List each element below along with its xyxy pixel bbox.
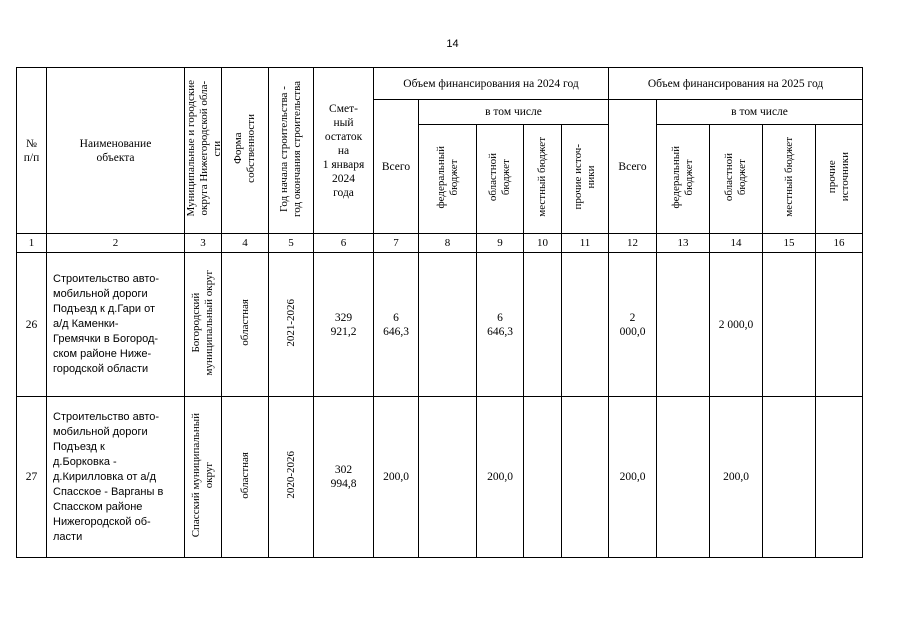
total-2024: 200,0 (374, 397, 419, 558)
ownership: областная (222, 397, 269, 558)
header-local-2025: местный бюджет (763, 125, 816, 234)
column-number: 15 (763, 234, 816, 253)
local-2024 (524, 253, 562, 397)
column-number: 11 (562, 234, 609, 253)
page-number: 14 (446, 38, 459, 50)
total-2025: 200,0 (609, 397, 657, 558)
header-ownership: Форма собственности (222, 68, 269, 234)
column-number: 6 (314, 234, 374, 253)
local-2025 (763, 397, 816, 558)
column-number: 12 (609, 234, 657, 253)
table-row (17, 397, 863, 558)
municipality: Спасский муниципальный округ (185, 397, 222, 558)
header-federal-2024: федеральный бюджет (419, 125, 477, 234)
header-other-2024: прочие источ- ники (562, 125, 609, 234)
regional-2025: 200,0 (710, 397, 763, 558)
total-2025: 2 000,0 (609, 253, 657, 397)
other-2024 (562, 253, 609, 397)
estimated-balance: 302 994,8 (314, 397, 374, 558)
other-2025 (816, 253, 863, 397)
header-regional-2024: областной бюджет (477, 125, 524, 234)
row-number: 27 (17, 397, 47, 558)
header-federal-2025: федеральный бюджет (657, 125, 710, 234)
construction-years: 2020-2026 (269, 397, 314, 558)
column-number: 13 (657, 234, 710, 253)
object-name: Строительство авто- мобильной дороги Подъезд к д.Борковка - д.Кирилловка от а/д Спасское - Варганы в Спасском районе Нижегородской об- ласти (47, 397, 185, 558)
row-number: 26 (17, 253, 47, 397)
header-years: Год начала строительства - год окончания строительства (269, 68, 314, 234)
regional-2024: 200,0 (477, 397, 524, 558)
column-number: 4 (222, 234, 269, 253)
regional-2024: 6 646,3 (477, 253, 524, 397)
federal-2025 (657, 397, 710, 558)
header-other-2025: прочие источники (816, 125, 863, 234)
table-row (17, 253, 863, 397)
column-number: 3 (185, 234, 222, 253)
column-number: 14 (710, 234, 763, 253)
header-local-2024: местный бюджет (524, 125, 562, 234)
column-number: 1 (17, 234, 47, 253)
header-including-2025: в том числе (657, 100, 863, 125)
financing-table (16, 67, 863, 558)
header-fin-2025: Объем финансирования на 2025 год (609, 68, 863, 100)
header-num: № п/п (17, 68, 47, 234)
estimated-balance: 329 921,2 (314, 253, 374, 397)
header-fin-2024: Объем финансирования на 2024 год (374, 68, 609, 100)
local-2025 (763, 253, 816, 397)
object-name: Строительство авто- мобильной дороги Подъезд к д.Гари от а/д Каменки- Гремячки в Богород- ском районе Ниже- городской области (47, 253, 185, 397)
other-2024 (562, 397, 609, 558)
regional-2025: 2 000,0 (710, 253, 763, 397)
header-balance: Смет- ный остаток на 1 января 2024 года (314, 68, 374, 234)
column-number-row (17, 234, 863, 253)
federal-2024 (419, 397, 477, 558)
local-2024 (524, 397, 562, 558)
header-total-2024: Всего (374, 100, 419, 234)
federal-2025 (657, 253, 710, 397)
federal-2024 (419, 253, 477, 397)
header-municipality: Муниципальные и городские округа Нижегородской обла- сти (185, 68, 222, 234)
municipality: Богородский муниципальный округ (185, 253, 222, 397)
header-regional-2025: областной бюджет (710, 125, 763, 234)
column-number: 9 (477, 234, 524, 253)
column-number: 16 (816, 234, 863, 253)
other-2025 (816, 397, 863, 558)
header-including-2024: в том числе (419, 100, 609, 125)
construction-years: 2021-2026 (269, 253, 314, 397)
column-number: 5 (269, 234, 314, 253)
header-name: Наименование объекта (47, 68, 185, 234)
column-number: 8 (419, 234, 477, 253)
column-number: 10 (524, 234, 562, 253)
column-number: 2 (47, 234, 185, 253)
ownership: областная (222, 253, 269, 397)
column-number: 7 (374, 234, 419, 253)
total-2024: 6 646,3 (374, 253, 419, 397)
header-total-2025: Всего (609, 100, 657, 234)
